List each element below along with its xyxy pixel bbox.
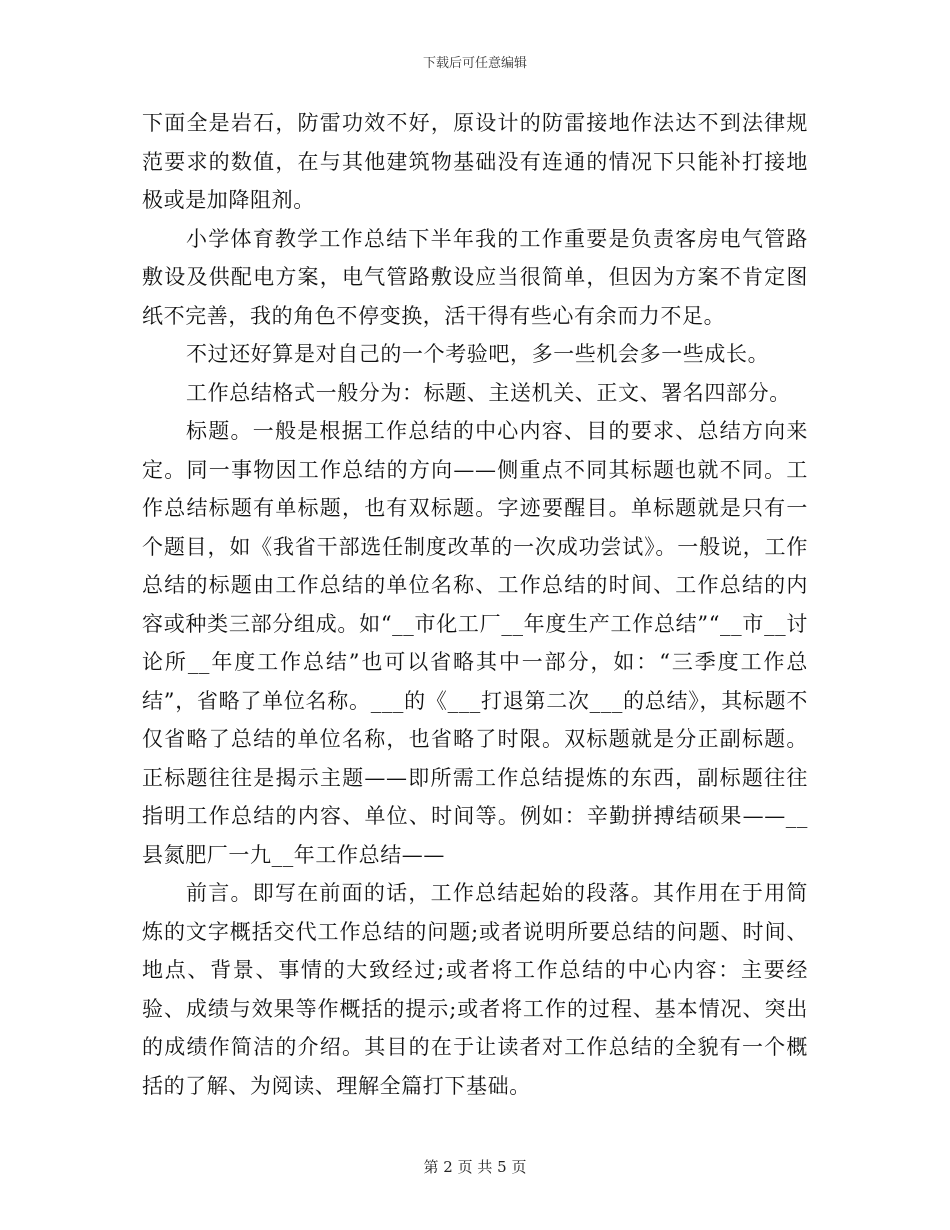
page-number: 第 2 页 共 5 页 (423, 1158, 527, 1176)
paragraph-title-section: 标题。一般是根据工作总结的中心内容、目的要求、总结方向来定。同一事物因工作总结的方向——侧重点不同其标题也就不同。工作总结标题有单标题，也有双标题。字迹要醒目。单标题就是只有一个题目，如《我省干部选任制度改革的一次成功尝试》。一般说，工作总结的标题由工作总结的单位名称、工作总结的时间、工作总结的内容或种类三部分组成。如“__市化工厂__年度生产工作总结”“__市__讨论所__年度工作总结”也可以省略其中一部分，如：“三季度工作总结”，省略了单位名称。___的《___打退第二次___的总结》，其标题不仅省略了总结的单位名称，也省略了时限。双标题就是分正副标题。正标题往往是揭示主题——即所需工作总结提炼的东西，副标题往往指明工作总结的内容、单位、时间等。例如：辛勤拼搏结硕果——__县氮肥厂一九__年工作总结—— (142, 419, 808, 867)
paragraph-work-summary: 小学体育教学工作总结下半年我的工作重要是负责客房电气管路敷设及供配电方案，电气管路敷设应当很简单，但因为方案不肯定图纸不完善，我的角色不停变换，活干得有些心有余而力不足。 (142, 226, 808, 328)
document-body (142, 104, 808, 1105)
paragraph-reflection: 不过还好算是对自己的一个考验吧，多一些机会多一些成长。 (186, 342, 770, 366)
paragraph-continuation: 下面全是岩石，防雷功效不好，原设计的防雷接地作法达不到法律规范要求的数值，在与其他建筑物基础没有连通的情况下只能补打接地极或是加降阻剂。 (142, 111, 808, 212)
paragraph-format-overview: 工作总结格式一般分为：标题、主送机关、正文、署名四部分。 (186, 380, 791, 405)
paragraph-preface-section: 前言。即写在前面的话，工作总结起始的段落。其作用在于用简炼的文字概括交代工作总结的问题;或者说明所要总结的问题、时间、地点、背景、事情的大致经过;或者将工作总结的中心内容：主要经验、成绩与效果等作概括的提示;或者将工作的过程、基本情况、突出的成绩作简洁的介绍。其目的在于让读者对工作总结的全貌有一个概括的了解、为阅读、理解全篇打下基础。 (142, 881, 808, 1098)
page-header: 下载后可任意编辑 (422, 56, 527, 71)
